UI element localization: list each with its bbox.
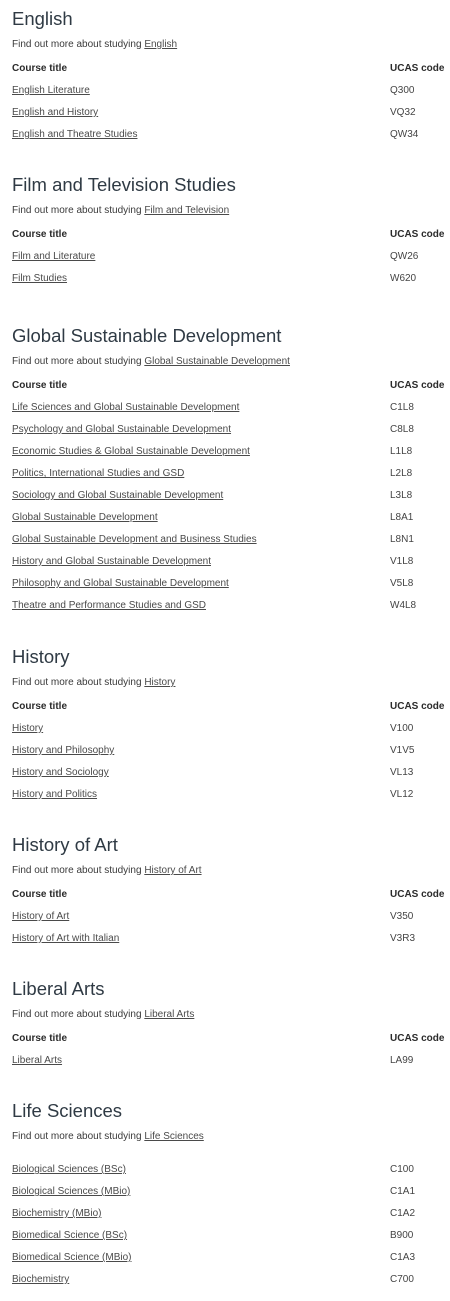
ucas-code: V3R3 (390, 933, 416, 944)
table-header (12, 62, 444, 84)
intro-text: Find out more about studying (12, 356, 142, 367)
course-row (12, 401, 444, 423)
section-title: Life Sciences (12, 1100, 123, 1121)
course-row (12, 932, 444, 954)
subject-section-global-sustainable-development (12, 325, 444, 621)
ucas-code: W4L8 (390, 600, 417, 611)
ucas-code-header: UCAS code (390, 229, 445, 240)
course-link[interactable]: Biological Sciences (BSc) (12, 1164, 126, 1175)
course-row (12, 1273, 444, 1295)
course-link[interactable]: Biochemistry (MBio) (12, 1208, 102, 1219)
course-row (12, 445, 444, 467)
course-row (12, 555, 444, 577)
course-link[interactable]: Theatre and Performance Studies and GSD (12, 600, 206, 611)
course-row (12, 744, 444, 766)
subject-link[interactable]: Global Sustainable Development (144, 356, 290, 367)
section-intro (12, 38, 444, 51)
course-link[interactable]: Global Sustainable Development (12, 512, 158, 523)
course-link[interactable]: History (12, 723, 44, 734)
course-link[interactable]: History of Art (12, 911, 70, 922)
course-link[interactable]: Biomedical Science (BSc) (12, 1230, 128, 1241)
intro-text: Find out more about studying (12, 205, 142, 216)
course-link[interactable]: Life Sciences and Global Sustainable Development (12, 402, 240, 413)
course-table (12, 1163, 444, 1295)
course-row (12, 788, 444, 810)
course-link[interactable]: Biochemistry (12, 1274, 70, 1285)
section-intro (12, 204, 444, 217)
ucas-code-header: UCAS code (390, 380, 445, 391)
intro-text: Find out more about studying (12, 865, 142, 876)
ucas-code: C1L8 (390, 402, 414, 413)
course-title-header: Course title (12, 701, 68, 712)
course-link[interactable]: Biological Sciences (MBio) (12, 1186, 131, 1197)
course-row (12, 250, 444, 272)
ucas-code-header: UCAS code (390, 889, 445, 900)
course-row (12, 533, 444, 555)
ucas-code: V1V5 (390, 745, 415, 756)
subject-link[interactable]: History (144, 677, 176, 688)
subject-section-english (12, 8, 444, 150)
table-header (12, 379, 444, 401)
course-row (12, 489, 444, 511)
ucas-code: V5L8 (390, 578, 414, 589)
course-link[interactable]: Economic Studies & Global Sustainable Development (12, 446, 250, 457)
section-intro (12, 676, 444, 689)
subject-section-liberal-arts (12, 978, 444, 1076)
section-title: History of Art (12, 834, 118, 855)
course-title-header: Course title (12, 63, 68, 74)
course-link[interactable]: Liberal Arts (12, 1055, 63, 1066)
ucas-code: L3L8 (390, 490, 413, 501)
course-row (12, 577, 444, 599)
section-intro (12, 864, 444, 877)
ucas-code: QW34 (390, 129, 419, 140)
course-row (12, 272, 444, 294)
subject-section-film-and-television-studies (12, 174, 444, 294)
course-link[interactable]: History and Sociology (12, 767, 109, 778)
section-intro (12, 355, 444, 368)
course-row (12, 106, 444, 128)
ucas-code: VQ32 (390, 107, 416, 118)
ucas-code: C1A2 (390, 1208, 416, 1219)
course-link[interactable]: English and Theatre Studies (12, 129, 138, 140)
subject-section-history (12, 646, 444, 810)
course-row (12, 423, 444, 445)
course-title-header: Course title (12, 889, 68, 900)
course-link[interactable]: Sociology and Global Sustainable Development (12, 490, 224, 501)
ucas-code-header: UCAS code (390, 1033, 445, 1044)
ucas-code: L8N1 (390, 534, 414, 545)
course-row (12, 1054, 444, 1076)
ucas-code: V350 (390, 911, 414, 922)
course-row (12, 766, 444, 788)
course-table (12, 700, 444, 810)
course-row (12, 1185, 444, 1207)
ucas-code: W620 (390, 273, 417, 284)
table-header (12, 1032, 444, 1054)
ucas-code: C100 (390, 1164, 414, 1175)
course-link[interactable]: Film and Literature (12, 251, 96, 262)
ucas-code: QW26 (390, 251, 419, 262)
course-row (12, 599, 444, 621)
course-row (12, 511, 444, 533)
ucas-code: C1A1 (390, 1186, 416, 1197)
course-link[interactable]: Biomedical Science (MBio) (12, 1252, 132, 1263)
intro-text: Find out more about studying (12, 1009, 142, 1020)
course-table (12, 379, 444, 621)
section-title: History (12, 646, 70, 667)
section-intro (12, 1008, 444, 1021)
course-link[interactable]: History and Philosophy (12, 745, 115, 756)
course-link[interactable]: History of Art with Italian (12, 933, 120, 944)
course-table (12, 888, 444, 954)
table-header (12, 228, 444, 250)
ucas-code: L8A1 (390, 512, 414, 523)
ucas-code: C700 (390, 1274, 414, 1285)
ucas-code: V100 (390, 723, 414, 734)
course-table (12, 1032, 444, 1076)
course-link[interactable]: History and Politics (12, 789, 98, 800)
course-table (12, 228, 444, 294)
ucas-code: L1L8 (390, 446, 413, 457)
section-title: English (12, 8, 73, 29)
ucas-code: C1A3 (390, 1252, 416, 1263)
course-table (12, 62, 444, 150)
course-row (12, 128, 444, 150)
subject-link[interactable]: English (144, 39, 178, 50)
course-title-header: Course title (12, 229, 68, 240)
subject-section-life-sciences (12, 1100, 444, 1295)
course-link[interactable]: Film Studies (12, 273, 68, 284)
course-row (12, 1251, 444, 1273)
course-link[interactable]: Politics, International Studies and GSD (12, 468, 185, 479)
section-title: Global Sustainable Development (12, 325, 282, 346)
ucas-code: VL13 (390, 767, 414, 778)
ucas-code: VL12 (390, 789, 414, 800)
ucas-code: L2L8 (390, 468, 413, 479)
subject-link[interactable]: Life Sciences (144, 1131, 204, 1142)
ucas-code: LA99 (390, 1055, 414, 1066)
course-title-header: Course title (12, 1033, 68, 1044)
course-row (12, 1229, 444, 1251)
course-link[interactable]: Philosophy and Global Sustainable Development (12, 578, 229, 589)
course-link[interactable]: History and Global Sustainable Development (12, 556, 211, 567)
section-title: Liberal Arts (12, 978, 105, 999)
course-link[interactable]: Global Sustainable Development and Business Studies (12, 534, 257, 545)
ucas-code: Q300 (390, 85, 415, 96)
intro-text: Find out more about studying (12, 677, 142, 688)
subject-link[interactable]: Liberal Arts (144, 1009, 195, 1020)
ucas-code: C8L8 (390, 424, 414, 435)
course-link[interactable]: Psychology and Global Sustainable Development (12, 424, 232, 435)
ucas-code: B900 (390, 1230, 414, 1241)
course-row (12, 467, 444, 489)
course-row (12, 84, 444, 106)
course-title-header: Course title (12, 380, 68, 391)
course-row (12, 1163, 444, 1185)
course-row (12, 910, 444, 932)
ucas-code: V1L8 (390, 556, 414, 567)
subject-link[interactable]: Film and Television (144, 205, 230, 216)
intro-text: Find out more about studying (12, 39, 142, 50)
table-header (12, 888, 444, 910)
course-link[interactable]: English Literature (12, 85, 90, 96)
course-row (12, 1207, 444, 1229)
subject-link[interactable]: History of Art (144, 865, 202, 876)
course-row (12, 722, 444, 744)
section-title: Film and Television Studies (12, 174, 236, 195)
intro-text: Find out more about studying (12, 1131, 142, 1142)
ucas-code-header: UCAS code (390, 701, 445, 712)
ucas-code-header: UCAS code (390, 63, 445, 74)
course-link[interactable]: English and History (12, 107, 99, 118)
table-header (12, 700, 444, 722)
section-intro (12, 1130, 444, 1143)
subject-section-history-of-art (12, 834, 444, 954)
